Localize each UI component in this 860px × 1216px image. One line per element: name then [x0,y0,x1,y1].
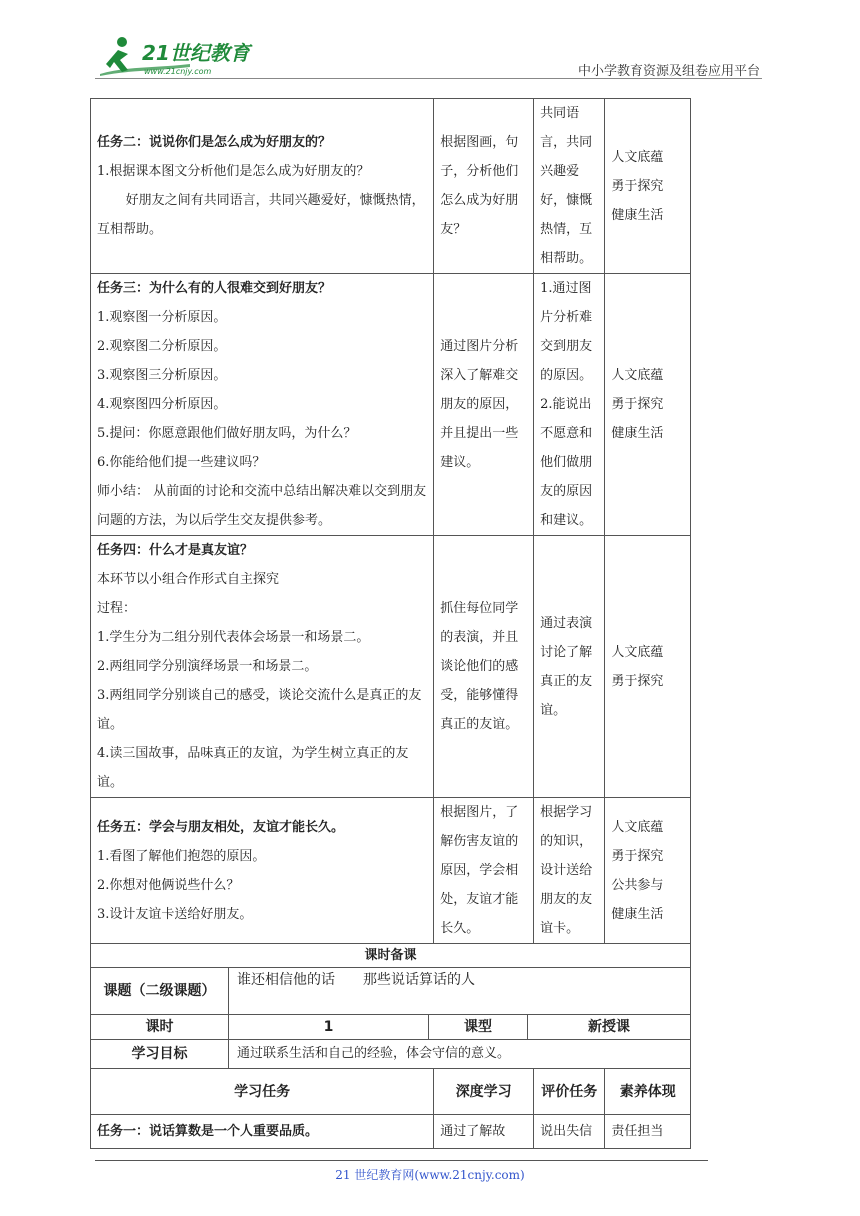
section-title: 课时备课 [91,944,691,968]
goal-label: 学习目标 [91,1040,229,1068]
task-line: 3.设计友谊卡送给好朋友。 [97,906,253,922]
task-line: 师小结： 从前面的讨论和交流中总结出解决难以交到朋友问题的方法，为以后学生交友提供参考。 [97,484,427,528]
evaluation-cell: 说出失信 [534,1115,605,1149]
deep-learning-cell: 通过了解故 [434,1115,534,1149]
table-row [91,1115,691,1149]
table-row [91,798,691,944]
task-line: 过程： [97,601,137,616]
task-line: 2.两组同学分别演绎场景一和场景二。 [97,659,318,674]
table-row [91,536,691,798]
task-cell [91,99,434,274]
deep-learning-cell: 根据图片，了解伤害友谊的原因，学会相处，友谊才能长久。 [434,798,534,944]
task-line: 2.观察图二分析原因。 [97,339,227,354]
evaluation-cell: 根据学习的知识，设计送给朋友的友谊卡。 [534,798,605,944]
task-line: 4.观察图四分析原因。 [97,397,227,412]
task-title: 任务二：说说你们是怎么成为好朋友的？ [97,135,332,150]
topic-value: 谁还相信他的话 那些说话算话的人 [237,972,475,988]
table-row [91,944,691,968]
literacy-cell: 人文底蕴 勇于探究 健康生活 [605,99,691,274]
deep-learning-cell: 根据图画，句子，分析他们怎么成为好朋友？ [434,99,534,274]
task-line: 5.提问：你愿意跟他们做好朋友吗，为什么？ [97,426,357,441]
task-line: 1.看图了解他们抱怨的原因。 [97,848,266,864]
task-line: 2.你想对他俩说些什么？ [97,877,240,893]
task-line: 1.观察图一分析原因。 [97,310,227,325]
deep-learning-cell: 通过图片分析深入了解难交朋友的原因，并且提出一些建议。 [434,274,534,536]
table-row [91,1069,691,1115]
task-line: 4.读三国故事，品味真正的友谊，为学生树立真正的友谊。 [97,746,409,790]
task-title: 任务三：为什么有的人很难交到好朋友？ [97,281,332,296]
footer-divider [95,1160,708,1161]
task-cell [91,274,434,536]
task-line: 1.根据课本图文分析他们是怎么成为好朋友的？ [97,164,370,179]
task-cell [91,798,434,944]
logo-icon [98,34,268,78]
task-title: 任务五：学会与朋友相处，友谊才能长久。 [97,819,345,835]
column-header-literacy: 素养体现 [605,1069,691,1115]
column-header-task: 学习任务 [91,1069,434,1115]
header-divider [95,78,762,79]
evaluation-cell: 通过表演讨论了解真正的友谊。 [534,536,605,798]
goal-value: 通过联系生活和自己的经验，体会守信的意义。 [237,1046,511,1061]
footer-link[interactable]: 21 世纪教育网(www.21cnjy.com) [335,1168,525,1182]
table-row [91,1040,691,1069]
task-line: 本环节以小组合作形式自主探究 [97,572,280,587]
table-row [91,968,691,1015]
lesson-plan-table [90,98,691,1149]
column-header-eval: 评价任务 [534,1069,605,1115]
task-line: 6.你能给他们提一些建议吗？ [97,455,266,470]
period-label: 课时 [91,1015,229,1039]
task-line: 3.两组同学分别谈自己的感受，谈论交流什么是真正的友谊。 [97,688,422,732]
type-value: 新授课 [588,1019,630,1035]
logo-url: www.21cnjy.com [144,67,212,76]
literacy-cell: 人文底蕴 勇于探究 健康生活 [605,274,691,536]
logo-text: 21世纪教育 [142,41,250,65]
task-title: 任务一：说话算数是一个人重要品质。 [91,1115,434,1149]
period-row [91,1015,691,1040]
period-value: 1 [229,1015,429,1039]
evaluation-cell: 1.通过图片分析难交到朋友的原因。2.能说出不愿意和他们做朋友的原因和建议。 [534,274,605,536]
literacy-cell: 责任担当 [605,1115,691,1149]
task-line: 3.观察图三分析原因。 [97,368,227,383]
topic-row [91,968,691,1015]
column-header-deep: 深度学习 [434,1069,534,1115]
platform-name: 中小学教育资源及组卷应用平台 [577,64,760,79]
evaluation-cell: 共同语言，共同兴趣爱好，慷慨热情，互相帮助。 [534,99,605,274]
deep-learning-cell: 抓住每位同学的表演，并且谈论他们的感受，能够懂得真正的友谊。 [434,536,534,798]
type-label: 课型 [429,1015,528,1039]
literacy-cell: 人文底蕴 勇于探究 公共参与 健康生活 [605,798,691,944]
topic-label: 课题（二级课题） [91,968,229,1014]
table-row [91,1015,691,1040]
table-row [91,99,691,274]
page-header [0,0,860,80]
task-line: 1.学生分为二组分别代表体会场景一和场景二。 [97,630,370,645]
task-line: 好朋友之间有共同语言，共同兴趣爱好，慷慨热情，互相帮助。 [97,193,425,237]
goal-row [91,1040,691,1069]
table-row [91,274,691,536]
task-cell [91,536,434,798]
literacy-cell: 人文底蕴 勇于探究 [605,536,691,798]
task-title: 任务四：什么才是真友谊？ [97,543,254,558]
